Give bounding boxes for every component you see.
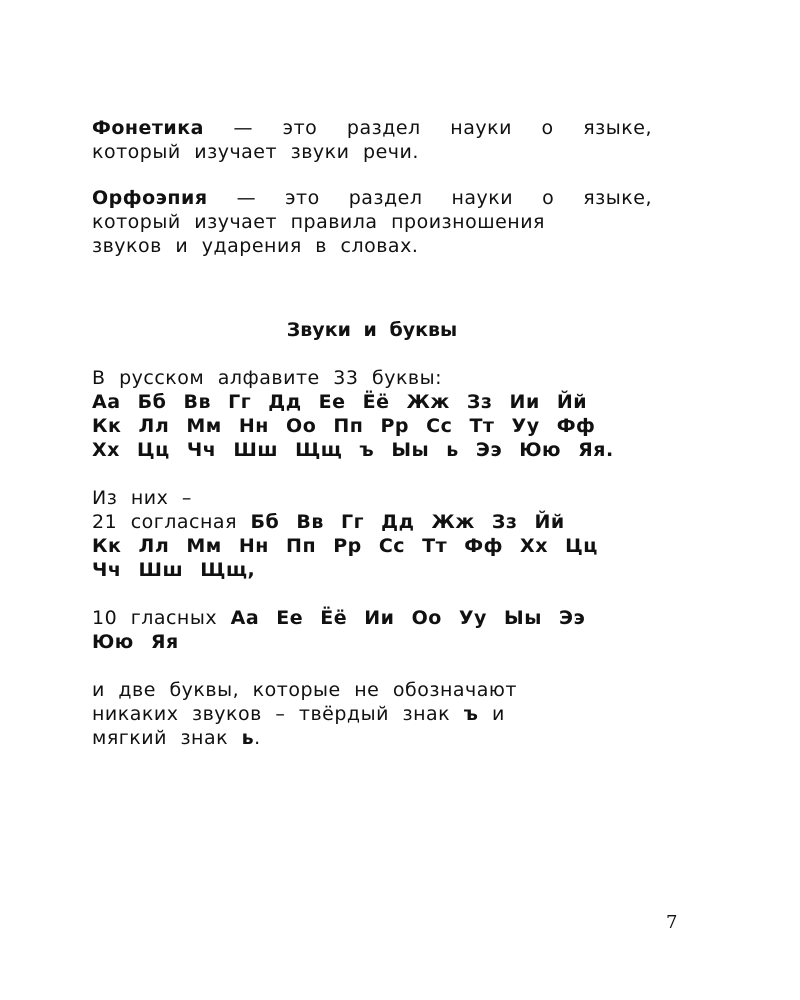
- vowels-row-2: Юю Яя: [92, 631, 179, 653]
- signs-line-3-end: .: [254, 727, 261, 749]
- section-title: Звуки и буквы: [286, 319, 458, 341]
- alphabet-row-1: Аа Бб Вв Гг Дд Ее Ёё Жж Зз Ии Йй: [92, 391, 588, 413]
- alphabet-row-3: Хх Цц Чч Шш Щщ ъ Ыы ь Ээ Юю Яя.: [92, 439, 614, 461]
- consonants-row-3: Чч Шш Щщ,: [92, 559, 256, 581]
- phonetics-definition-text: — это раздел науки о языке,: [203, 117, 652, 139]
- soft-sign: ь: [241, 727, 255, 749]
- signs-line-3-text: мягкий знак: [92, 727, 242, 749]
- phonetics-definition-line2: который изучает звуки речи.: [92, 141, 419, 163]
- vowels-row-1: Аа Ее Ёё Ии Оо Уу Ыы Ээ: [230, 607, 586, 629]
- orthoepy-definition-line3: звуков и ударения в словах.: [92, 235, 419, 257]
- consonants-label: 21 согласная: [92, 511, 251, 533]
- orthoepy-definition-line2: который изучает правила произношения: [92, 211, 545, 233]
- orthoepy-definition-text: — это раздел науки о языке,: [207, 187, 652, 209]
- alphabet-intro: В русском алфавите 33 буквы:: [92, 367, 443, 389]
- signs-line-1: и две буквы, которые не обозначают: [92, 679, 517, 701]
- vowels-label: 10 гласных: [92, 607, 231, 629]
- signs-line-2: [92, 702, 652, 726]
- alphabet-row-2: Кк Лл Мм Нн Оо Пп Рр Сс Тт Уу Фф: [92, 415, 596, 437]
- signs-line-2-end: и: [478, 703, 505, 725]
- phonetics-term: Фонетика: [92, 117, 204, 139]
- consonants-row-2: Кк Лл Мм Нн Пп Рр Сс Тт Фф Хх Цц: [92, 535, 598, 557]
- orthoepy-definition: [92, 186, 652, 210]
- phonetics-definition: [92, 116, 652, 140]
- signs-line-3: [92, 726, 652, 750]
- signs-line-2-text: никаких звуков – твёрдый знак: [92, 703, 464, 725]
- vowels-line-1: [92, 606, 652, 630]
- consonants-line-1: [92, 510, 652, 534]
- page-number: 7: [666, 912, 678, 933]
- consonants-intro: Из них –: [92, 487, 192, 509]
- hard-sign: ъ: [463, 703, 479, 725]
- orthoepy-term: Орфоэпия: [92, 187, 208, 209]
- page-content: [92, 116, 652, 750]
- consonants-row-1: Бб Вв Гг Дд Жж Зз Йй: [250, 511, 565, 533]
